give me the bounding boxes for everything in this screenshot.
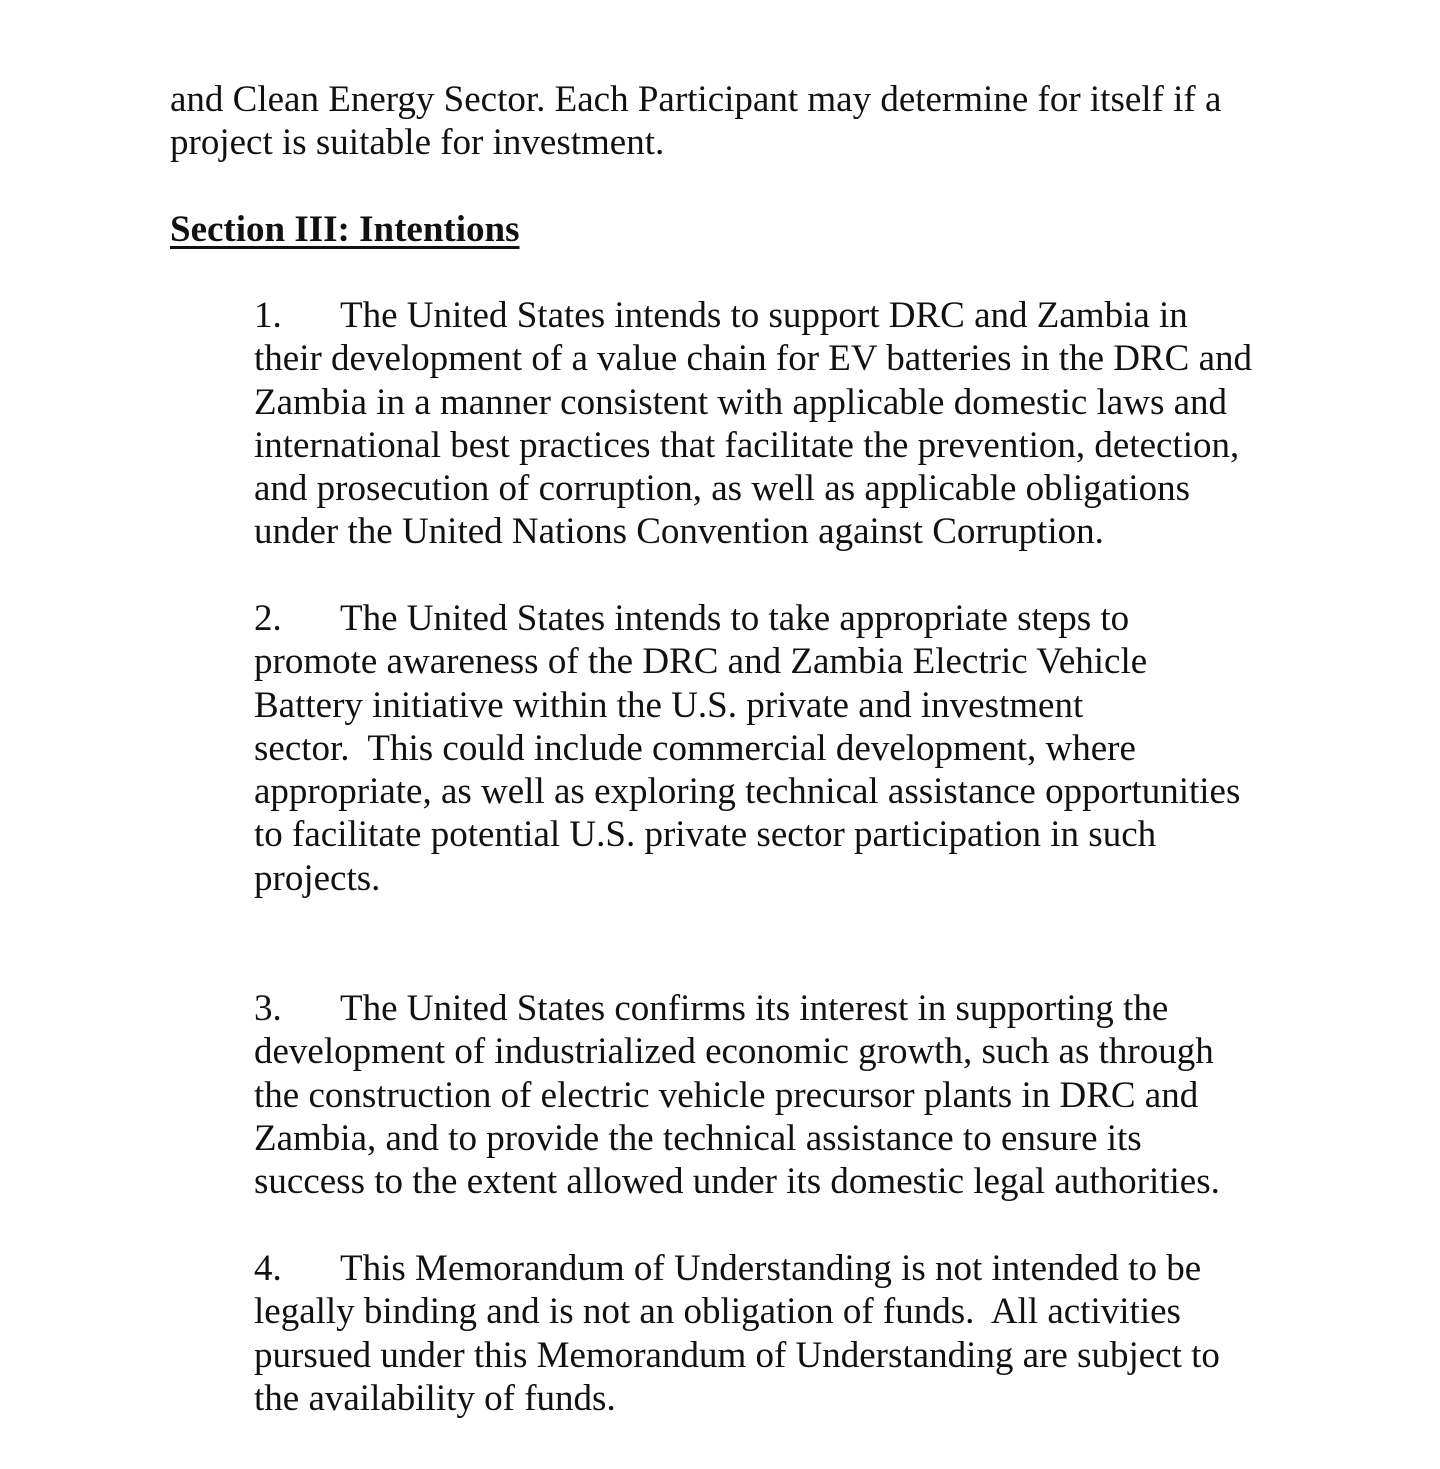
paragraph-number: 4. [254,1248,282,1289]
intro-line: and Clean Energy Sector. Each Participant may determine for itself if a [170,79,1222,120]
paragraph-line: The United States confirms its interest in supporting the [340,988,1169,1029]
paragraph-line: This Memorandum of Understanding is not intended to be [340,1248,1202,1289]
paragraph-number: 3. [254,988,282,1029]
paragraph-line: The United States intends to support DRC and Zambia in [340,295,1188,336]
paragraph-number: 2. [254,598,282,639]
paragraph-line: The United States intends to take appropriate steps to [340,598,1130,639]
paragraph-line: development of industrialized economic growth, such as through [254,1031,1214,1073]
paragraph-4 [254,1247,1294,1420]
paragraph-2 [254,597,1294,900]
paragraph-line: the construction of electric vehicle precursor plants in DRC and [254,1074,1199,1116]
paragraph-line: to facilitate potential U.S. private sector participation in such [254,814,1157,856]
section-heading: Section III: Intentions [170,209,520,250]
paragraph-3 [254,987,1294,1203]
paragraph-number: 1. [254,295,282,336]
paragraph-line: and prosecution of corruption, as well as applicable obligations [254,468,1191,510]
intro-line: project is suitable for investment. [170,122,665,163]
paragraph-line: success to the extent allowed under its domestic legal authorities. [254,1161,1220,1203]
paragraph-line: their development of a value chain for EV batteries in the DRC and [254,338,1253,380]
paragraph-line: international best practices that facilitate the prevention, detection, [254,424,1240,466]
paragraph-line: legally binding and is not an obligation of funds. All activities [254,1291,1181,1333]
paragraph-1 [254,294,1294,554]
paragraph-line: under the United Nations Convention against Corruption. [254,511,1104,553]
paragraph-line: sector. This could include commercial development, where [254,727,1136,769]
paragraph-line: Zambia, and to provide the technical assistance to ensure its [254,1117,1142,1159]
paragraph-line: Battery initiative within the U.S. private and investment [254,684,1084,726]
paragraph-line: Zambia in a manner consistent with applicable domestic laws and [254,381,1228,423]
paragraph-line: appropriate, as well as exploring technical assistance opportunities [254,771,1241,813]
paragraph-line: the availability of funds. [254,1377,616,1419]
paragraph-line: pursued under this Memorandum of Understanding are subject to [254,1334,1220,1376]
paragraph-line: promote awareness of the DRC and Zambia Electric Vehicle [254,641,1148,683]
paragraph-line: projects. [254,857,381,899]
